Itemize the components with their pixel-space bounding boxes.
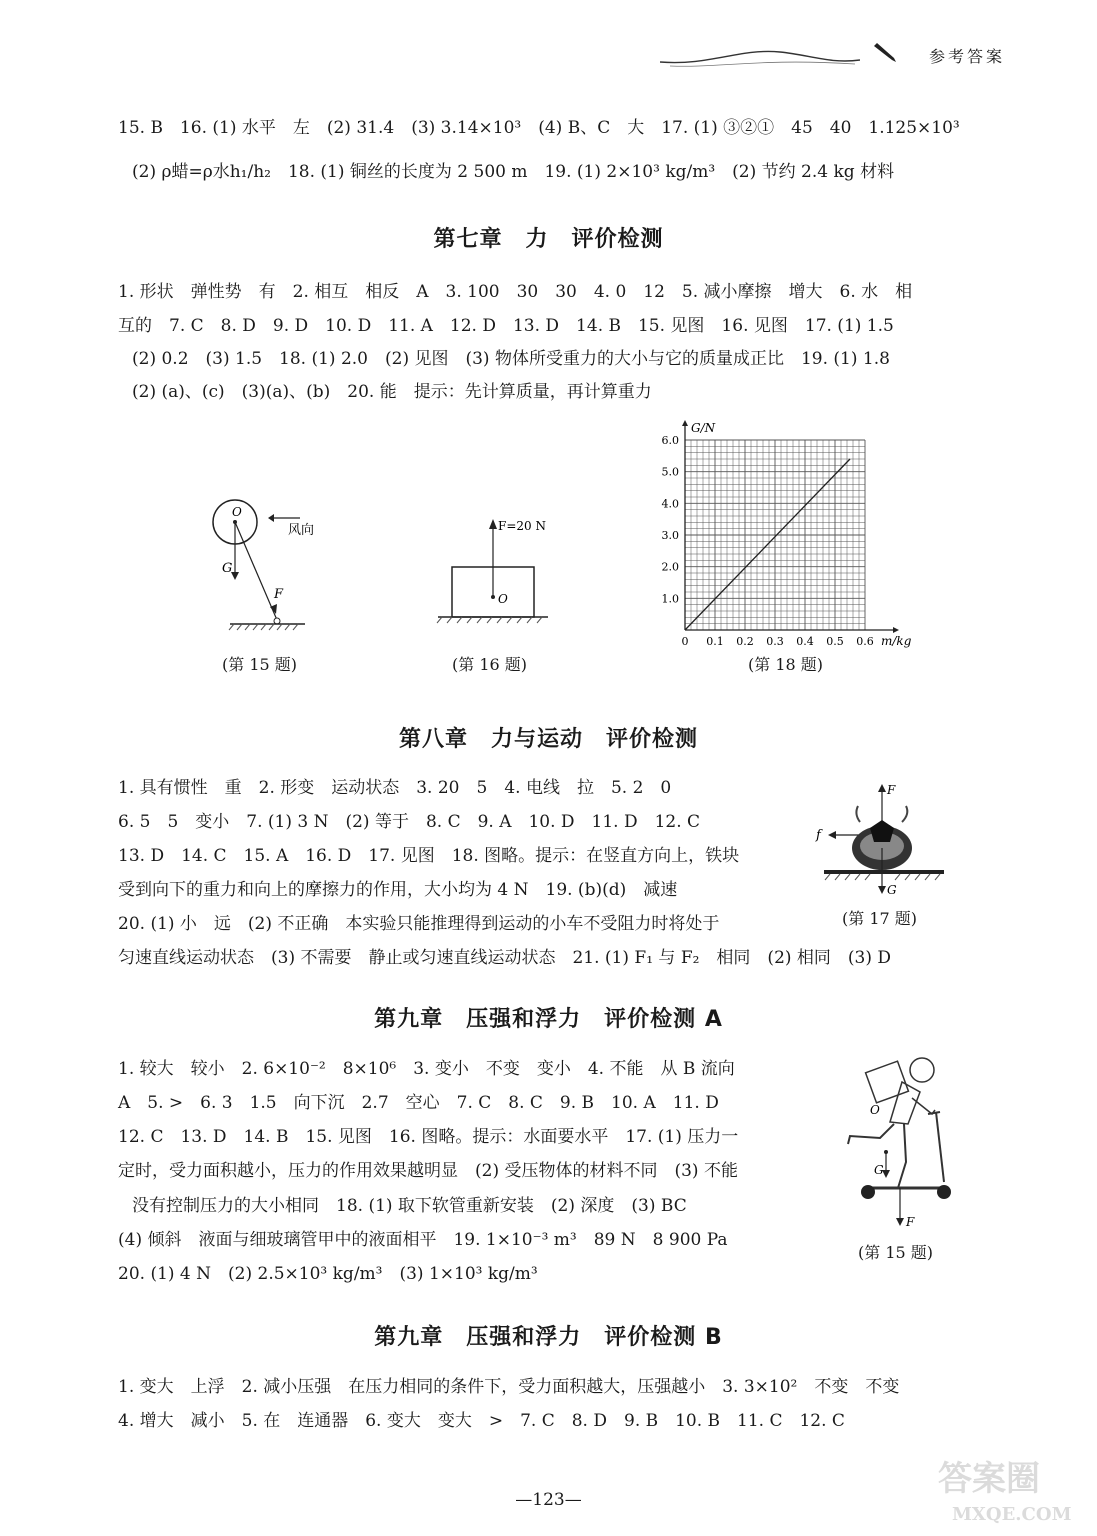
label-g: G	[222, 561, 233, 576]
pencil-icon	[870, 40, 900, 66]
corner-label: 参考答案	[928, 47, 1005, 66]
answer-line: 4. 增大 减小 5. 在 连通器 6. 变大 变大 > 7. C 8. D 9. B 10. B 11. C 12. C	[118, 1411, 845, 1431]
figure-balloon	[200, 490, 330, 640]
label-o: O	[232, 505, 242, 519]
figure-caption: (第 17 题)	[842, 909, 918, 928]
answer-line: 匀速直线运动状态 (3) 不需要 静止或匀速直线运动状态 21. (1) F₁ 与 F₂ 相同 (2) 相同 (3) D	[118, 948, 892, 968]
answer-line: (2) (a)、(c) (3)(a)、(b) 20. 能 提示：先计算质量，再计算重力	[132, 382, 652, 402]
figure-magnet-block	[810, 780, 960, 900]
y-tick-label: 4.0	[661, 497, 679, 511]
answer-line: (2) ρ蜡=ρ水h₁/h₂ 18. (1) 铜丝的长度为 2 500 m 19. (1) 2×10³ kg/m³ (2) 节约 2.4 kg 材料	[132, 162, 895, 182]
answer-line: 12. C 13. D 14. B 15. 见图 16. 图略。提示：水面要水平 17. (1) 压力一	[118, 1127, 739, 1147]
label-f: F	[906, 1215, 915, 1229]
answer-line: 6. 5 5 变小 7. (1) 3 N (2) 等于 8. C 9. A 10. D 11. D 12. C	[118, 812, 701, 832]
x-tick-label: 0	[681, 635, 689, 648]
watermark-text: MXQE.COM	[952, 1504, 1072, 1525]
label-g: G	[874, 1163, 884, 1177]
header-swoosh	[660, 40, 860, 70]
answer-line: (4) 倾斜 液面与细玻璃管甲中的液面相平 19. 1×10⁻³ m³ 89 N 8 900 Pa	[118, 1230, 728, 1250]
axis-label-x: m/kg	[881, 634, 912, 648]
answer-line: 定时，受力面积越小，压力的作用效果越明显 (2) 受压物体的材料不同 (3) 不能	[118, 1161, 738, 1181]
figure-caption: (第 16 题)	[452, 655, 528, 674]
y-tick-label: 5.0	[661, 465, 679, 479]
x-tick-label: 0.6	[856, 635, 874, 648]
x-axis-arrow	[893, 627, 899, 633]
label-f-left: f	[816, 828, 821, 843]
answer-line: A 5. > 6. 3 1.5 向下沉 2.7 空心 7. C 8. C 9. B 10. A 11. D	[118, 1093, 719, 1113]
label-o: O	[498, 592, 508, 606]
x-tick-label: 0.5	[826, 635, 844, 648]
answer-line: 15. B 16. (1) 水平 左 (2) 31.4 (3) 3.14×10³ (4) B、C 大 17. (1) ③②① 45 40 1.125×10³	[118, 118, 960, 138]
label-o: O	[870, 1103, 880, 1117]
figure-caption: (第 18 题)	[748, 655, 824, 674]
answer-line: (2) 0.2 (3) 1.5 18. (1) 2.0 (2) 见图 (3) 物体所受重力的大小与它的质量成正比 19. (1) 1.8	[132, 349, 890, 369]
answer-line: 1. 变大 上浮 2. 减小压强 在压力相同的条件下，受力面积越大，压强越小 3. 3×10² 不变 不变	[118, 1377, 900, 1397]
answer-line: 20. (1) 小 远 (2) 不正确 本实验只能推理得到运动的小车不受阻力时将处于	[118, 914, 720, 934]
x-tick-label: 0.2	[736, 635, 754, 648]
label-wind: 风向	[288, 523, 315, 538]
watermark-logo	[932, 1450, 1082, 1530]
x-tick-label: 0.4	[796, 635, 814, 648]
watermark-text: 答案圈	[938, 1459, 1040, 1499]
label-f: F	[274, 587, 284, 602]
y-tick-label: 3.0	[661, 529, 679, 542]
label-force: F=20 N	[498, 519, 546, 533]
y-tick-label: 6.0	[661, 434, 679, 447]
answer-line: 1. 形状 弹性势 有 2. 相互 相反 A 3. 100 30 30 4. 0 12 5. 减小摩擦 增大 6. 水 相	[118, 282, 913, 302]
answer-line: 1. 较大 较小 2. 6×10⁻² 8×10⁶ 3. 变小 不变 变小 4. 不能 从 B 流向	[118, 1059, 735, 1079]
answer-line: 13. D 14. C 15. A 16. D 17. 见图 18. 图略。提示：在竖直方向上，铁块	[118, 846, 740, 866]
answer-line: 20. (1) 4 N (2) 2.5×10³ kg/m³ (3) 1×10³ kg/m³	[118, 1264, 538, 1284]
chart-series-line	[685, 459, 850, 630]
y-axis-arrow	[682, 420, 688, 426]
x-tick-label: 0.1	[706, 635, 724, 648]
section-title-ch9b: 第九章 压强和浮力 评价检测 B	[374, 1325, 723, 1350]
answer-line: 受到向下的重力和向上的摩擦力的作用，大小均为 4 N 19. (b)(d) 减速	[118, 880, 678, 900]
figure-block	[430, 505, 570, 635]
answer-line: 没有控制压力的大小相同 18. (1) 取下软管重新安装 (2) 深度 (3) BC	[132, 1196, 687, 1216]
answer-line: 互的 7. C 8. D 9. D 10. D 11. A 12. D 13. D 14. B 15. 见图 16. 见图 17. (1) 1.5	[118, 316, 894, 336]
x-tick-label: 0.3	[766, 635, 784, 648]
answer-line: 1. 具有惯性 重 2. 形变 运动状态 3. 20 5 4. 电线 拉 5. 2 0	[118, 778, 672, 798]
axis-label-y: G/N	[691, 421, 716, 435]
figure-caption: (第 15 题)	[858, 1243, 934, 1262]
figure-caption: (第 15 题)	[222, 655, 298, 674]
section-title-ch8: 第八章 力与运动 评价检测	[398, 727, 698, 752]
y-tick-label: 1.0	[661, 592, 679, 606]
page-number: —123—	[515, 1490, 582, 1510]
label-g: G	[887, 883, 897, 897]
figure-scooter-rider	[840, 1052, 960, 1232]
chart-gravity-mass	[640, 410, 920, 650]
section-title-ch7: 第七章 力 评价检测	[433, 227, 664, 252]
section-title-ch9a: 第九章 压强和浮力 评价检测 A	[374, 1007, 723, 1032]
label-f-up: F	[887, 783, 896, 797]
y-tick-label: 2.0	[661, 560, 679, 574]
